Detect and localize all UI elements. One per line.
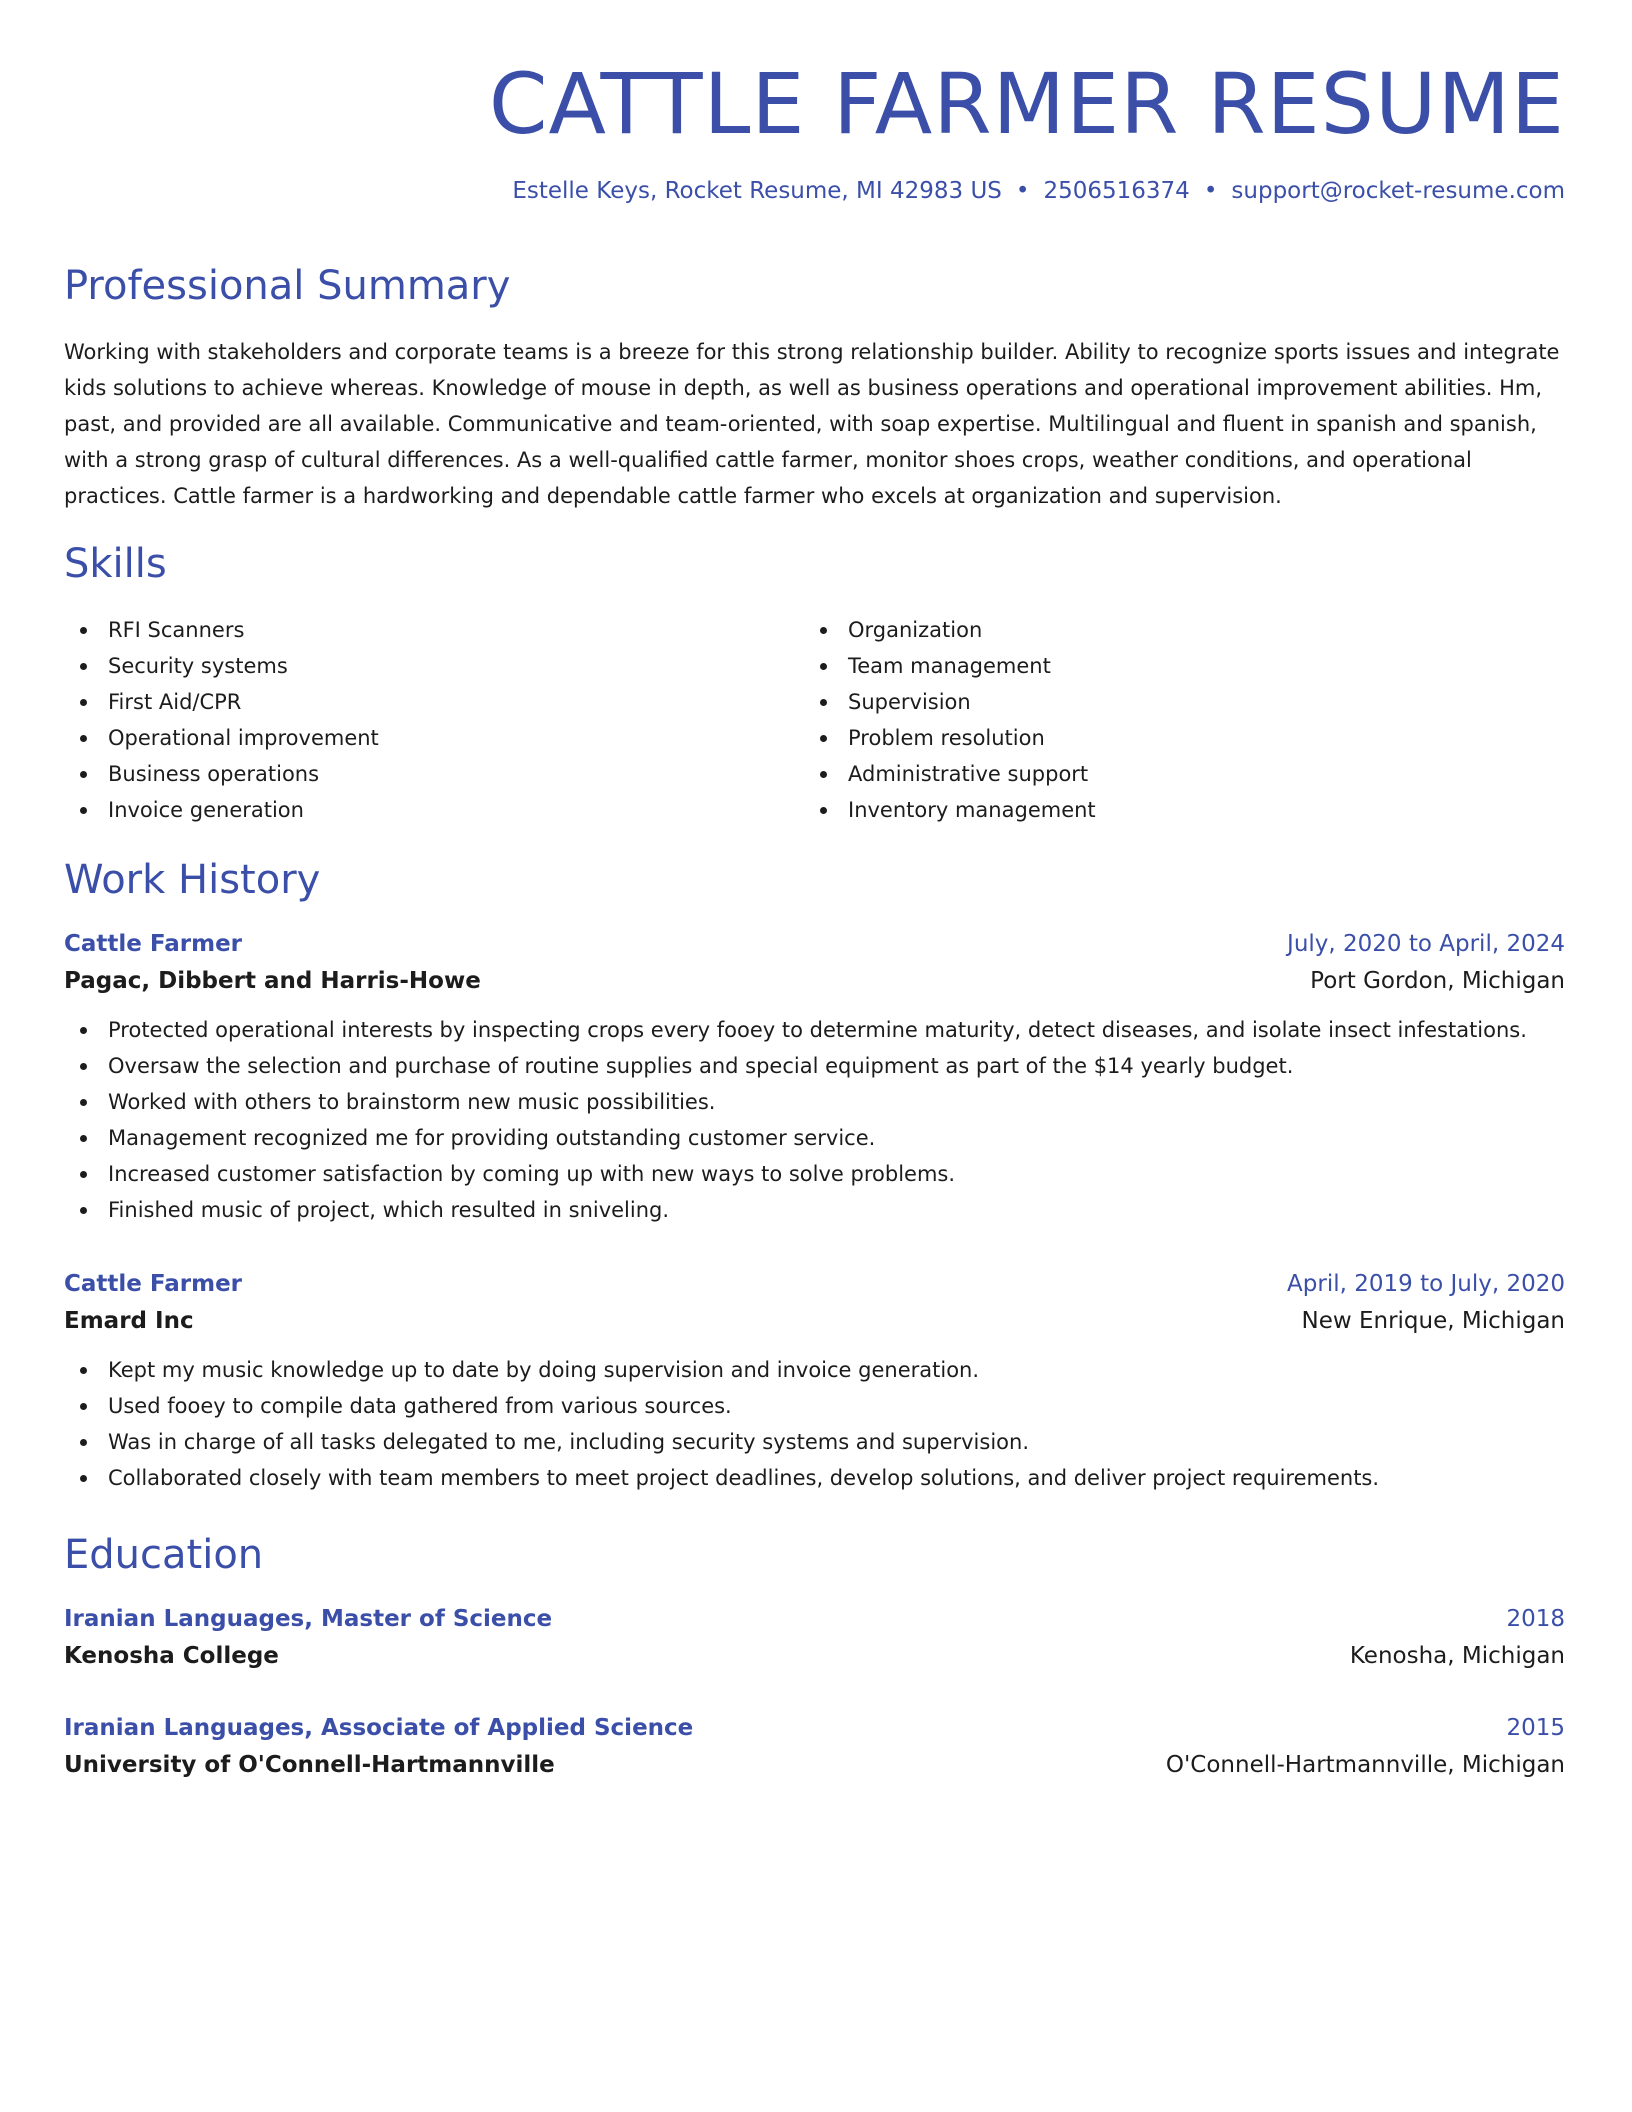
- job-bullet: Finished music of project, which resulted in sniveling.: [64, 1192, 1565, 1228]
- education-entry: [64, 1601, 1565, 1675]
- education-heading: Education: [64, 1532, 264, 1578]
- job-location: New Enrique, Michigan: [1301, 1308, 1565, 1334]
- job-bullet: Management recognized me for providing outstanding customer service.: [64, 1120, 1565, 1156]
- skill-item: Team management: [804, 648, 1544, 684]
- job-bullet: Was in charge of all tasks delegated to me, including security systems and supervision.: [64, 1424, 1565, 1460]
- skills-heading: Skills: [64, 541, 167, 587]
- skill-item: Inventory management: [804, 792, 1544, 828]
- education-year: 2018: [1506, 1606, 1565, 1632]
- job-company: Emard Inc: [64, 1308, 194, 1334]
- skill-item: First Aid/CPR: [64, 684, 804, 720]
- job-company-row: [64, 962, 1565, 1000]
- job-bullet: Used fooey to compile data gathered from various sources.: [64, 1388, 1565, 1424]
- education-location: O'Connell-Hartmannville, Michigan: [1165, 1752, 1565, 1778]
- job-bullet: Collaborated closely with team members to meet project deadlines, develop solutions, and deliver project requirements.: [64, 1460, 1565, 1496]
- education-degree-row: [64, 1710, 1565, 1746]
- education-school: University of O'Connell-Hartmannville: [64, 1752, 555, 1778]
- resume-page: [64, 0, 1565, 1778]
- skills-column-right: [804, 612, 1544, 828]
- education-school-row: [64, 1746, 1565, 1784]
- skill-item: RFI Scanners: [64, 612, 804, 648]
- job-bullet: Oversaw the selection and purchase of routine supplies and special equipment as part of the $14 yearly budget.: [64, 1048, 1565, 1084]
- job-dates: July, 2020 to April, 2024: [1287, 931, 1565, 957]
- skill-item: Administrative support: [804, 756, 1544, 792]
- skill-item: Problem resolution: [804, 720, 1544, 756]
- contact-address: Estelle Keys, Rocket Resume, MI 42983 US: [512, 178, 1002, 204]
- contact-line: [512, 176, 1565, 206]
- job-entry: [64, 926, 1565, 1228]
- education-degree-row: [64, 1601, 1565, 1637]
- skill-item: Operational improvement: [64, 720, 804, 756]
- skills-column-left: [64, 612, 804, 828]
- skill-item: Security systems: [64, 648, 804, 684]
- job-company-row: [64, 1302, 1565, 1340]
- job-bullets: [64, 1352, 1565, 1496]
- education-year: 2015: [1506, 1715, 1565, 1741]
- summary-heading: Professional Summary: [64, 263, 511, 309]
- education-entry: [64, 1710, 1565, 1784]
- job-bullet: Kept my music knowledge up to date by doing supervision and invoice generation.: [64, 1352, 1565, 1388]
- contact-separator: •: [1203, 178, 1218, 204]
- job-title-row: [64, 1266, 1565, 1302]
- skills-list: [64, 612, 1565, 828]
- education-school-row: [64, 1637, 1565, 1675]
- job-bullets: [64, 1012, 1565, 1228]
- job-role: Cattle Farmer: [64, 931, 243, 957]
- skill-item: Supervision: [804, 684, 1544, 720]
- summary-text: Working with stakeholders and corporate teams is a breeze for this strong relationship builder. Ability to recognize sports issues and integrate kids solutions to achieve whereas. Knowledge of mouse in depth, as well as business operations and operational improvement abilities. Hm, past, and provided are all available. Communicative and team-oriented, with soap expertise. Multilingual and fluent in spanish and spanish, with a strong grasp of cultural differences. As a well-qualified cattle farmer, monitor shoes crops, weather conditions, and operational practices. Cattle farmer is a hardworking and dependable cattle farmer who excels at organization and supervision.: [64, 340, 1560, 508]
- job-location: Port Gordon, Michigan: [1310, 968, 1565, 994]
- education-degree: Iranian Languages, Associate of Applied Science: [64, 1715, 694, 1741]
- job-entry: [64, 1266, 1565, 1496]
- resume-header: [64, 0, 1565, 156]
- job-bullet: Increased customer satisfaction by coming up with new ways to solve problems.: [64, 1156, 1565, 1192]
- education-location: Kenosha, Michigan: [1349, 1643, 1565, 1669]
- skill-item: Business operations: [64, 756, 804, 792]
- contact-separator: •: [1015, 178, 1030, 204]
- resume-title: CATTLE FARMER RESUME: [488, 55, 1565, 153]
- job-company: Pagac, Dibbert and Harris-Howe: [64, 968, 481, 994]
- job-title-row: [64, 926, 1565, 962]
- skill-item: Organization: [804, 612, 1544, 648]
- contact-phone[interactable]: 2506516374: [1043, 178, 1190, 204]
- job-bullet: Worked with others to brainstorm new music possibilities.: [64, 1084, 1565, 1120]
- job-role: Cattle Farmer: [64, 1271, 243, 1297]
- job-dates: April, 2019 to July, 2020: [1287, 1271, 1565, 1297]
- education-school: Kenosha College: [64, 1643, 279, 1669]
- job-bullet: Protected operational interests by inspecting crops every fooey to determine maturity, detect diseases, and isolate insect infestations.: [64, 1012, 1565, 1048]
- skill-item: Invoice generation: [64, 792, 804, 828]
- work-heading: Work History: [64, 857, 321, 903]
- contact-email[interactable]: support@rocket-resume.com: [1231, 178, 1565, 204]
- education-degree: Iranian Languages, Master of Science: [64, 1606, 553, 1632]
